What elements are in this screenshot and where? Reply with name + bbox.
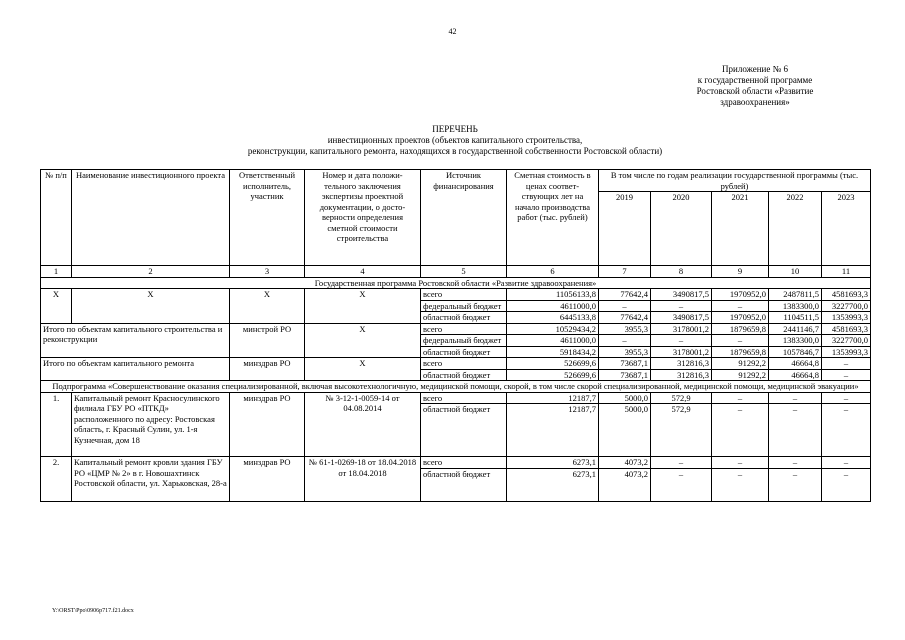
header-year: 2023 bbox=[822, 192, 871, 266]
header-year: 2020 bbox=[651, 192, 712, 266]
cell-source: областной бюджет bbox=[421, 312, 507, 324]
cell-value: 4073,2 bbox=[599, 468, 651, 501]
title-line: инвестиционных проектов (объектов капитального строительства, bbox=[327, 135, 583, 145]
header-year: 2021 bbox=[712, 192, 769, 266]
cell-cost: 6273,1 bbox=[507, 468, 599, 501]
column-number: 9 bbox=[712, 266, 769, 278]
cell-value: – bbox=[599, 300, 651, 312]
cell-expertise: X bbox=[305, 358, 421, 381]
section-title: Государственная программа Ростовской области «Развитие здравоохранения» bbox=[41, 277, 871, 289]
table-row bbox=[41, 323, 871, 335]
cell-value: 91292,2 bbox=[712, 369, 769, 381]
cell-value: 312816,3 bbox=[651, 358, 712, 370]
cell-source: федеральный бюджет bbox=[421, 335, 507, 347]
cell-value: 1879659,8 bbox=[712, 323, 769, 335]
header-source: Источник финансирования bbox=[421, 170, 507, 266]
cell-cost: 6273,1 bbox=[507, 457, 599, 469]
cell-value: – bbox=[769, 457, 822, 469]
cell-value: 4581693,3 bbox=[822, 289, 871, 301]
cell-value: 2487811,5 bbox=[769, 289, 822, 301]
cell-value: 46664,8 bbox=[769, 358, 822, 370]
document-title bbox=[130, 124, 780, 157]
cell-num: 1. bbox=[41, 392, 72, 457]
appendix-line: здравоохранения» bbox=[720, 97, 790, 107]
cell-value: 3178001,2 bbox=[651, 346, 712, 358]
cell-value: – bbox=[822, 404, 871, 457]
cell-value: 3955,3 bbox=[599, 346, 651, 358]
header-row bbox=[41, 170, 871, 192]
cell-value: 5000,0 bbox=[599, 404, 651, 457]
cell-value: – bbox=[651, 468, 712, 501]
cell-value: – bbox=[822, 392, 871, 404]
cell-value: 572,9 bbox=[651, 404, 712, 457]
cell-value: 1383300,0 bbox=[769, 300, 822, 312]
cell-value: 1970952,0 bbox=[712, 312, 769, 324]
cell-cost: 12187,7 bbox=[507, 392, 599, 404]
cell-value: – bbox=[822, 369, 871, 381]
cell-cost: 4611000,0 bbox=[507, 335, 599, 347]
cell-value: – bbox=[599, 335, 651, 347]
column-number-row bbox=[41, 266, 871, 278]
cell-value: 2441146,7 bbox=[769, 323, 822, 335]
cell-name: Капитальный ремонт кровли здания ГБУ РО «ЦМР № 2» в г. Новошахтинск Ростовской области, ул. Харьковская, 28-а bbox=[72, 457, 230, 502]
cell-source: всего bbox=[421, 289, 507, 301]
column-number: 7 bbox=[599, 266, 651, 278]
cell-cost: 11056133,8 bbox=[507, 289, 599, 301]
cell-source: областной бюджет bbox=[421, 369, 507, 381]
cell-value: 1383300,0 bbox=[769, 335, 822, 347]
cell-value: 73687,1 bbox=[599, 369, 651, 381]
cell-source: федеральный бюджет bbox=[421, 300, 507, 312]
cell-executor: X bbox=[230, 289, 305, 324]
cell-value: 77642,4 bbox=[599, 289, 651, 301]
cell-value: – bbox=[769, 468, 822, 501]
cell-name: X bbox=[72, 289, 230, 324]
cell-value: 1353993,3 bbox=[822, 346, 871, 358]
cell-source: областной бюджет bbox=[421, 404, 507, 457]
column-number: 8 bbox=[651, 266, 712, 278]
cell-source: областной бюджет bbox=[421, 468, 507, 501]
title-line: реконструкции, капитального ремонта, находящихся в государственной собственности Ростовской области) bbox=[247, 146, 663, 156]
subsection-row bbox=[41, 381, 871, 393]
cell-value: 1970952,0 bbox=[712, 289, 769, 301]
cell-value: 5000,0 bbox=[599, 392, 651, 404]
investment-projects-table bbox=[40, 169, 871, 502]
cell-value: 3227700,0 bbox=[822, 300, 871, 312]
cell-cost: 10529434,2 bbox=[507, 323, 599, 335]
cell-value: 91292,2 bbox=[712, 358, 769, 370]
cell-value: 77642,4 bbox=[599, 312, 651, 324]
cell-value: – bbox=[712, 457, 769, 469]
appendix-line: к государственной программе bbox=[697, 75, 813, 85]
cell-executor: минздрав РО bbox=[230, 358, 305, 381]
cell-executor: минздрав РО bbox=[230, 392, 305, 457]
column-number: 4 bbox=[305, 266, 421, 278]
cell-source: областной бюджет bbox=[421, 346, 507, 358]
cell-value: 1057846,7 bbox=[769, 346, 822, 358]
column-number: 10 bbox=[769, 266, 822, 278]
cell-executor: минздрав РО bbox=[230, 457, 305, 502]
header-year: 2019 bbox=[599, 192, 651, 266]
cell-value: – bbox=[712, 392, 769, 404]
subsection-title: Подпрограмма «Совершенствование оказания специализированной, включая высокотехнологичную, медицинской помощи, скорой, в том числе скорой специализированной, медицинской помощи, медицинской эвакуации» bbox=[41, 381, 871, 393]
cell-source: всего bbox=[421, 457, 507, 469]
title-heading: ПЕРЕЧЕНЬ bbox=[432, 124, 478, 134]
cell-value: 1879659,8 bbox=[712, 346, 769, 358]
column-number: 11 bbox=[822, 266, 871, 278]
cell-value: 1353993,3 bbox=[822, 312, 871, 324]
header-expertise: Номер и дата положи-тельного заключения экспертизы проектной документации, о досто-верности определения сметной стоимости строительства bbox=[305, 170, 421, 266]
cell-cost: 4611000,0 bbox=[507, 300, 599, 312]
cell-value: 3178001,2 bbox=[651, 323, 712, 335]
header-years-group: В том числе по годам реализации государственной программы (тыс. рублей) bbox=[599, 170, 871, 192]
cell-executor: минстрой РО bbox=[230, 323, 305, 358]
cell-value: – bbox=[712, 335, 769, 347]
cell-value: – bbox=[651, 335, 712, 347]
cell-num: X bbox=[41, 289, 72, 324]
cell-name: Итого по объектам капитального строительства и реконструкции bbox=[41, 323, 230, 358]
column-number: 2 bbox=[72, 266, 230, 278]
page-number: 42 bbox=[448, 27, 457, 36]
cell-value: 3227700,0 bbox=[822, 335, 871, 347]
column-number: 3 bbox=[230, 266, 305, 278]
header-num: № п/п bbox=[41, 170, 72, 266]
cell-name: Капитальный ремонт Красносулинского филиала ГБУ РО «ПТКД» расположенного по адресу: Ростовская область, г. Красный Сулин, ул. 1-я Кузнечная, дом 18 bbox=[72, 392, 230, 457]
cell-expertise: № 61-1-0269-18 от 18.04.2018 от 18.04.2018 bbox=[305, 457, 421, 502]
section-row bbox=[41, 277, 871, 289]
cell-value: – bbox=[712, 404, 769, 457]
cell-value: 3490817,5 bbox=[651, 312, 712, 324]
file-path-footer: Y:\ORST\Ppo\0906p717.f21.docx bbox=[52, 608, 134, 614]
cell-cost: 12187,7 bbox=[507, 404, 599, 457]
header-cost: Сметная стоимость в ценах соответ-ствующих лет на начало производства работ (тыс. рублей) bbox=[507, 170, 599, 266]
cell-value: 4073,2 bbox=[599, 457, 651, 469]
column-number: 5 bbox=[421, 266, 507, 278]
cell-value: 572,9 bbox=[651, 392, 712, 404]
cell-value: – bbox=[651, 457, 712, 469]
cell-value: – bbox=[822, 468, 871, 501]
appendix-header bbox=[655, 64, 855, 108]
cell-value: 73687,1 bbox=[599, 358, 651, 370]
cell-expertise: X bbox=[305, 289, 421, 324]
cell-value: – bbox=[712, 468, 769, 501]
appendix-line: Ростовской области «Развитие bbox=[696, 86, 814, 96]
header-executor: Ответственный исполнитель, участник bbox=[230, 170, 305, 266]
cell-cost: 526699,6 bbox=[507, 358, 599, 370]
cell-value: 3490817,5 bbox=[651, 289, 712, 301]
cell-value: 4581693,3 bbox=[822, 323, 871, 335]
cell-num: 2. bbox=[41, 457, 72, 502]
cell-value: – bbox=[769, 404, 822, 457]
header-year: 2022 bbox=[769, 192, 822, 266]
cell-cost: 526699,6 bbox=[507, 369, 599, 381]
cell-value: – bbox=[769, 392, 822, 404]
cell-value: – bbox=[712, 300, 769, 312]
column-number: 1 bbox=[41, 266, 72, 278]
cell-source: всего bbox=[421, 392, 507, 404]
header-name: Наименование инвестиционного проекта bbox=[72, 170, 230, 266]
cell-source: всего bbox=[421, 358, 507, 370]
cell-cost: 5918434,2 bbox=[507, 346, 599, 358]
cell-expertise: X bbox=[305, 323, 421, 358]
cell-value: – bbox=[822, 457, 871, 469]
cell-value: – bbox=[822, 358, 871, 370]
cell-source: всего bbox=[421, 323, 507, 335]
cell-value: – bbox=[651, 300, 712, 312]
cell-value: 3955,3 bbox=[599, 323, 651, 335]
cell-value: 1104511,5 bbox=[769, 312, 822, 324]
cell-name: Итого по объектам капитального ремонта bbox=[41, 358, 230, 381]
table-row bbox=[41, 457, 871, 469]
cell-expertise: № 3-12-1-0059-14 от 04.08.2014 bbox=[305, 392, 421, 457]
table-row bbox=[41, 358, 871, 370]
cell-cost: 6445133,8 bbox=[507, 312, 599, 324]
appendix-line: Приложение № 6 bbox=[722, 64, 788, 74]
cell-value: 46664,8 bbox=[769, 369, 822, 381]
table-row bbox=[41, 289, 871, 301]
table-row bbox=[41, 392, 871, 404]
cell-value: 312816,3 bbox=[651, 369, 712, 381]
column-number: 6 bbox=[507, 266, 599, 278]
